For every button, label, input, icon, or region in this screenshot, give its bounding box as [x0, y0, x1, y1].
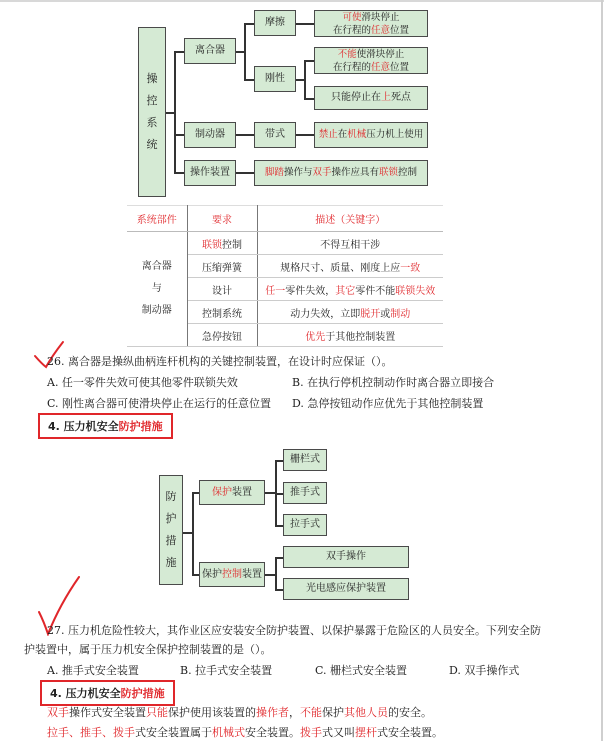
option-b[interactable]: B. 拉手式安全装置 [180, 664, 273, 677]
red-text: 制动 [390, 308, 411, 320]
text: 在 [337, 129, 348, 140]
option-a[interactable]: A. 任一零件失效可使其他零件联锁失效 [47, 376, 238, 389]
column-header: 要求 [187, 206, 257, 232]
red-text: 联锁 [202, 239, 222, 251]
node-two-hand-operation [283, 546, 409, 568]
red-text: 上 [381, 92, 391, 103]
node-push-hand-type [283, 482, 327, 504]
description-cell [257, 232, 443, 255]
connector [174, 51, 176, 173]
red-text: 只能 [146, 706, 168, 719]
text: 动力失效，立即 [290, 308, 361, 320]
text: 使滑块停止 [356, 48, 405, 60]
text: 装置 [232, 486, 252, 498]
text: 只能停止在 [331, 92, 381, 103]
red-text: 机械式 [212, 726, 245, 739]
text: 装置 [242, 568, 262, 580]
red-text: 任意 [370, 61, 390, 73]
page-right-border [601, 0, 603, 741]
node-friction-desc [314, 10, 428, 37]
component-line: 离合器 [141, 261, 172, 272]
text: 在行程的 [332, 24, 371, 36]
node-operating-desc [254, 160, 428, 186]
text: 不得互相干涉 [320, 239, 381, 251]
text: 保护 [322, 706, 344, 719]
page-top-border [0, 0, 604, 2]
red-text: 脱开 [360, 308, 381, 320]
component-line: 与 [151, 283, 162, 294]
connector [236, 51, 244, 53]
text: 控制 [398, 167, 418, 178]
connector [166, 112, 174, 114]
connector [192, 492, 194, 574]
connector [236, 134, 254, 136]
text: 控制 [222, 239, 242, 251]
node-rigid-desc1 [314, 47, 428, 74]
root-char: 系 [146, 116, 158, 129]
red-text: 不能 [300, 706, 322, 719]
text: 压力机上使用 [366, 129, 424, 140]
root-char: 防 [165, 490, 177, 503]
red-text: 联锁 [379, 167, 399, 178]
red-text: 其它 [335, 285, 356, 297]
red-text: 可使 [342, 11, 362, 23]
option-d[interactable]: D. 双手操作式 [449, 664, 520, 677]
text: 零件不能 [355, 285, 396, 297]
red-text: 其他人员 [344, 706, 388, 719]
text: 压缩弹簧 [202, 262, 242, 274]
question-27-stem-line1 [47, 622, 541, 638]
connector [174, 51, 184, 53]
red-text: 优先 [305, 331, 326, 343]
question-number: 26 [47, 355, 61, 368]
connector [192, 574, 199, 576]
text: 操作式安全装置 [69, 706, 146, 719]
text: ， [289, 706, 300, 719]
option-b[interactable]: B. 在执行停机控制动作时离合器立即接合 [292, 376, 495, 389]
connector [275, 460, 283, 462]
red-text: 任意 [370, 24, 390, 36]
red-text: 联锁失效 [395, 285, 436, 297]
connector [275, 493, 283, 495]
text: 规格尺寸、质量、刚度上应 [280, 262, 401, 274]
red-text: 控制 [222, 568, 242, 580]
root-char: 施 [165, 556, 177, 569]
connector [244, 23, 254, 25]
text: 于其他控制装置 [325, 331, 396, 343]
text: 的安全。 [388, 706, 432, 719]
text: 式安全装置。 [377, 726, 443, 739]
red-text: 不能 [337, 48, 357, 60]
heading-text: 4. 压力机安全 [48, 420, 119, 433]
description-cell [257, 255, 443, 278]
connector [275, 589, 283, 591]
red-text: 保护 [212, 486, 232, 498]
node-label: 栅栏式 [290, 454, 320, 465]
red-text: 双手 [312, 167, 332, 178]
question-27-stem-line2: 护装置中，属于压力机安全保护控制装置的是（）。 [24, 643, 272, 656]
option-a[interactable]: A. 推手式安全装置 [47, 664, 139, 677]
option-d[interactable]: D. 急停按钮动作应优先于其他控制装置 [292, 397, 484, 410]
note-line-2 [47, 724, 443, 740]
node-rigid [254, 66, 296, 92]
section-heading-protection-2 [40, 680, 175, 706]
table-header-row [127, 206, 443, 232]
connector [304, 60, 306, 98]
column-header: 系统部件 [127, 206, 187, 232]
text: 式又叫 [322, 726, 355, 739]
node-control-system [138, 27, 166, 197]
component-line: 制动器 [141, 305, 172, 316]
text: 保护 [202, 568, 222, 580]
node-photoelectric-device [283, 578, 409, 600]
node-label: 光电感应保护装置 [306, 583, 386, 594]
text: 零件失效， [285, 285, 336, 297]
requirement-cell [187, 301, 257, 324]
node-band [254, 122, 296, 148]
connector [174, 134, 184, 136]
root-char: 统 [146, 138, 158, 151]
text: 位置 [390, 61, 410, 73]
node-label: 双手操作 [326, 551, 366, 562]
red-text: 摆杆 [355, 726, 377, 739]
description-cell [257, 301, 443, 324]
text: 安全装置。 [245, 726, 300, 739]
red-text: 拉手、推手、拨手 [47, 726, 135, 739]
red-text: 操作者 [256, 706, 289, 719]
red-text: 禁止 [318, 129, 338, 140]
connector [296, 23, 314, 25]
text: 死点 [391, 92, 411, 103]
red-text: 双手 [47, 706, 69, 719]
heading-red-text: 防护措施 [118, 420, 163, 433]
text: 设计 [212, 285, 232, 297]
root-char: 控 [146, 94, 158, 107]
node-label: 离合器 [195, 45, 225, 56]
requirements-table [127, 205, 443, 347]
section-heading-protection [38, 413, 173, 439]
text: 急停按钮 [202, 331, 242, 343]
node-label: 刚性 [265, 73, 285, 84]
connector [275, 557, 283, 559]
connector [244, 79, 254, 81]
option-c[interactable]: C. 刚性离合器可使滑块停止在运行的任意位置 [47, 397, 272, 410]
connector [296, 79, 304, 81]
text: 位置 [390, 24, 410, 36]
description-cell [257, 278, 443, 301]
connector [183, 532, 192, 534]
connector [275, 557, 277, 589]
requirement-cell [187, 232, 257, 255]
node-band-desc [314, 122, 428, 148]
node-friction [254, 10, 296, 36]
connector [265, 492, 275, 494]
red-text: 任一 [265, 285, 286, 297]
question-text: . 压力机危险性较大，其作业区应安装安全防护装置、以保护暴露于危险区的人员安全。下列安全防 [61, 624, 541, 637]
note-line-1 [47, 704, 432, 720]
node-brake [184, 122, 236, 148]
text: 操作应具有 [331, 167, 380, 178]
connector [265, 574, 275, 576]
root-char: 操 [146, 72, 158, 85]
connector [304, 98, 314, 100]
connector [304, 60, 314, 62]
node-label: 操作装置 [190, 167, 230, 178]
node-guard-device [199, 480, 265, 505]
node-protection-measures [159, 475, 183, 585]
text: 滑块停止 [361, 11, 400, 23]
text: 式安全装置属于 [135, 726, 212, 739]
requirement-cell [187, 278, 257, 301]
red-text: 机械 [347, 129, 367, 140]
question-26-stem [47, 353, 393, 369]
connector [244, 23, 246, 79]
text: 操作与 [283, 167, 313, 178]
root-char: 措 [165, 534, 177, 547]
node-label: 带式 [265, 129, 285, 140]
node-barrier-type [283, 449, 327, 471]
node-label: 推手式 [290, 487, 320, 498]
question-text: . 离合器是操纵曲柄连杆机构的关键控制装置，在设计时应保证（）。 [61, 355, 393, 368]
heading-text: 4. 压力机安全 [50, 687, 121, 700]
connector [275, 525, 283, 527]
root-char: 护 [165, 512, 177, 525]
heading-red-text: 防护措施 [120, 687, 165, 700]
text: 保护使用该装置的 [168, 706, 256, 719]
connector [296, 134, 314, 136]
red-text: 脚踏 [264, 167, 284, 178]
node-label: 摩擦 [265, 17, 285, 28]
requirement-cell [187, 255, 257, 278]
node-label: 拉手式 [290, 519, 320, 530]
node-control-device [199, 562, 265, 587]
node-clutch [184, 38, 236, 64]
red-text: 拨手 [300, 726, 322, 739]
node-pull-hand-type [283, 514, 327, 536]
connector [236, 172, 254, 174]
text: 控制系统 [202, 308, 242, 320]
option-c[interactable]: C. 栅栏式安全装置 [315, 664, 408, 677]
table-row [127, 232, 443, 255]
node-label: 制动器 [195, 129, 225, 140]
description-cell [257, 324, 443, 347]
requirement-cell [187, 324, 257, 347]
column-header: 描述（关键字） [257, 206, 443, 232]
text: 或 [380, 308, 391, 320]
component-cell [127, 232, 187, 347]
connector [192, 492, 199, 494]
connector [174, 172, 184, 174]
question-number: 27 [47, 624, 61, 637]
node-rigid-desc2 [314, 86, 428, 110]
node-operating-device [184, 160, 236, 186]
red-text: 一致 [400, 262, 421, 274]
text: 在行程的 [332, 61, 371, 73]
